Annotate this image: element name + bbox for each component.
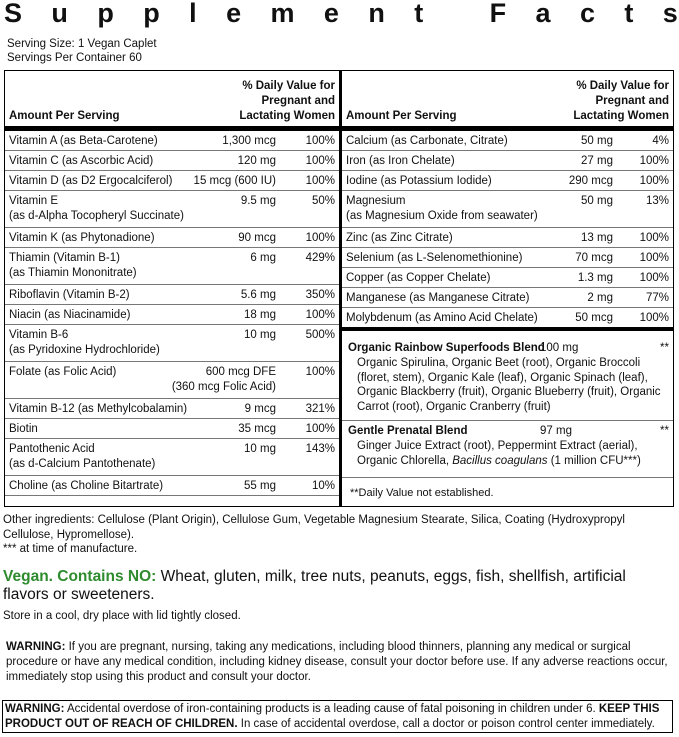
daily-value-note: **Daily Value not established. — [350, 487, 494, 499]
nutrient-amount: 600 mcg DFE (360 mcg Folic Acid) — [171, 366, 276, 393]
nutrient-amount: 9.5 mg — [240, 195, 276, 207]
blend-ingredients — [357, 439, 662, 468]
nutrient-name: Calcium (as Carbonate, Citrate) — [346, 135, 508, 147]
blend-amount: 100 mg — [540, 342, 579, 354]
nutrient-name: Folate (as Folic Acid) — [9, 366, 117, 378]
nutrient-daily-value: 100% — [639, 155, 669, 167]
nutrient-name: Zinc (as Zinc Citrate) — [346, 232, 453, 244]
nutrient-amount: 50 mg — [581, 135, 613, 147]
amount-per-serving-label: Amount Per Serving — [346, 110, 457, 122]
nutrient-amount: 35 mcg — [238, 423, 276, 435]
nutrient-amount: 27 mg — [581, 155, 613, 167]
nutrient-amount: 15 mcg (600 IU) — [193, 175, 276, 187]
nutrient-row — [5, 439, 339, 476]
nutrient-name: Manganese (as Manganese Citrate) — [346, 292, 530, 304]
title-letter: s — [662, 0, 678, 28]
nutrient-daily-value: 100% — [305, 232, 335, 244]
title-letter: l — [189, 0, 197, 28]
title-letter: a — [535, 0, 551, 28]
nutrient-name: Vitamin C (as Ascorbic Acid) — [9, 155, 154, 167]
nutrient-row — [5, 191, 339, 228]
nutrient-name: Iodine (as Potassium Iodide) — [346, 175, 492, 187]
nutrient-row — [342, 171, 673, 191]
servings-per-container: Servings Per Container 60 — [7, 52, 142, 64]
nutrient-amount: 2 mg — [587, 292, 613, 304]
title-letter: m — [270, 0, 295, 28]
warning-label: WARNING: — [6, 641, 66, 653]
nutrient-row — [342, 131, 673, 151]
nutrient-daily-value: 100% — [305, 423, 335, 435]
nutrient-daily-value: 321% — [305, 403, 335, 415]
nutrient-row — [342, 268, 673, 288]
nutrient-daily-value: 100% — [639, 272, 669, 284]
nutrient-row — [5, 131, 339, 151]
nutrient-row — [342, 248, 673, 268]
nutrient-amount: 50 mg — [581, 195, 613, 207]
iron-warning-text: In case of accidental overdose, call a doctor or poison control center immediately. — [237, 717, 655, 730]
title-letter: e — [226, 0, 242, 28]
nutrient-daily-value: 13% — [645, 195, 669, 207]
nutrient-row — [342, 151, 673, 171]
nutrient-name: Vitamin A (as Beta-Carotene) — [9, 135, 158, 147]
title-letter: u — [51, 0, 68, 28]
nutrient-row — [5, 362, 339, 399]
nutrient-daily-value: 100% — [639, 252, 669, 264]
nutrient-row — [5, 151, 339, 171]
title-letter: p — [143, 0, 160, 28]
nutrient-amount: 70 mcg — [575, 252, 613, 264]
nutrient-row — [342, 288, 673, 308]
blend-ingredients-italic: Bacillus coagulans — [452, 454, 548, 467]
nutrient-daily-value: 10% — [311, 480, 335, 492]
daily-value-label: % Daily Value for Pregnant and Lactating Women — [239, 80, 335, 122]
nutrient-row — [5, 325, 339, 362]
blend-ingredients-text: Ginger Juice Extract (root), Peppermint Extract (aerial), Organic Chlorella, — [357, 440, 638, 467]
manufacture-note: *** at time of manufacture. — [3, 543, 138, 555]
nutrient-amount: 10 mg — [244, 443, 276, 455]
nutrient-amount: 120 mg — [237, 155, 276, 167]
nutrient-daily-value: 100% — [305, 155, 335, 167]
title-letter: t — [624, 0, 634, 28]
nutrient-name: Niacin (as Niacinamide) — [9, 309, 131, 321]
nutrient-daily-value: 100% — [305, 175, 335, 187]
nutrient-daily-value: 100% — [305, 366, 335, 378]
nutrient-row — [5, 419, 339, 439]
iron-warning-text: Accidental overdose of iron-containing products is a leading cause of fatal poisoning in children under 6. — [64, 703, 599, 715]
title-letter: S — [4, 0, 23, 28]
nutrient-amount: 55 mg — [244, 480, 276, 492]
amount-per-serving-label: Amount Per Serving — [9, 110, 120, 122]
general-warning — [6, 640, 674, 685]
title-letter — [453, 0, 461, 30]
nutrient-daily-value: 100% — [639, 175, 669, 187]
nutrient-amount: 1,300 mcg — [222, 135, 276, 147]
nutrient-name: Vitamin B-12 (as Methylcobalamin) — [9, 403, 188, 415]
nutrient-row — [5, 476, 339, 496]
nutrient-name: Vitamin D (as D2 Ergocalciferol) — [9, 175, 173, 187]
facts-table — [4, 70, 674, 507]
nutrient-amount: 13 mg — [581, 232, 613, 244]
daily-value-label: % Daily Value for Pregnant and Lactating Women — [573, 80, 669, 122]
nutrient-daily-value: 77% — [645, 292, 669, 304]
nutrient-daily-value: 143% — [305, 443, 335, 455]
nutrient-amount: 5.6 mg — [240, 289, 276, 301]
nutrient-amount: 6 mg — [250, 252, 276, 264]
title-letter: e — [323, 0, 339, 28]
title-letter: F — [489, 0, 507, 28]
nutrient-amount: 90 mcg — [238, 232, 276, 244]
nutrient-name: Molybdenum (as Amino Acid Chelate) — [346, 312, 538, 324]
nutrient-row — [5, 248, 339, 285]
nutrient-daily-value: 429% — [305, 252, 335, 264]
blend-name: Gentle Prenatal Blend — [348, 425, 468, 437]
nutrient-daily-value: 350% — [305, 289, 335, 301]
serving-size: Serving Size: 1 Vegan Caplet — [7, 38, 157, 50]
blend-ingredients: Organic Spirulina, Organic Beet (root), Organic Broccoli (floret, stem), Organic Kale (leaf), Organic Spinach (leaf), Organic Blackberry (fruit), Organic Blueberry (fruit), Organic Carrot (root), Organic Cranberry (fruit) — [357, 357, 661, 413]
nutrient-amount: 18 mg — [244, 309, 276, 321]
facts-column-right — [342, 71, 673, 506]
nutrient-amount: 9 mcg — [244, 403, 276, 415]
nutrient-daily-value: 100% — [305, 135, 335, 147]
nutrient-daily-value: 4% — [652, 135, 669, 147]
blend-name: Organic Rainbow Superfoods Blend — [348, 342, 545, 354]
blend-amount: 97 mg — [540, 425, 572, 437]
title-letter: n — [368, 0, 385, 28]
nutrient-amount: 290 mcg — [568, 175, 613, 187]
nutrient-name: Riboflavin (Vitamin B-2) — [9, 289, 130, 301]
iron-warning-box — [2, 700, 673, 733]
iron-warning-bold: KEEP THIS PRODUCT OUT OF REACH OF CHILDREN. — [5, 703, 660, 730]
title-letter: c — [579, 0, 595, 28]
blend-gentle-prenatal — [342, 421, 673, 478]
nutrient-name: Biotin — [9, 423, 38, 435]
nutrient-row — [5, 399, 339, 419]
facts-column-left — [5, 71, 339, 506]
nutrient-row — [342, 191, 673, 228]
storage-instructions: Store in a cool, dry place with lid tightly closed. — [3, 610, 241, 622]
vegan-label: Vegan. Contains NO: — [3, 568, 157, 585]
nutrient-name: Copper (as Copper Chelate) — [346, 272, 491, 284]
nutrient-daily-value: 100% — [639, 312, 669, 324]
title-letter: p — [97, 0, 114, 28]
iron-warning-label: WARNING: — [5, 703, 65, 715]
nutrient-name: Vitamin E (as d-Alpha Tocopheryl Succinate) — [9, 195, 184, 222]
nutrient-name: Thiamin (Vitamin B-1) (as Thiamin Mononitrate) — [9, 252, 137, 279]
nutrient-row — [342, 228, 673, 248]
blend-ingredients-text: (1 million CFU***) — [547, 454, 641, 467]
nutrient-name: Magnesium (as Magnesium Oxide from seawater) — [346, 195, 538, 222]
nutrient-amount: 10 mg — [244, 329, 276, 341]
blend-rainbow-superfoods — [342, 338, 673, 421]
nutrient-name: Selenium (as L-Selenomethionine) — [346, 252, 523, 264]
nutrient-name: Choline (as Choline Bitartrate) — [9, 480, 164, 492]
title-letter: t — [414, 0, 424, 28]
other-ingredients — [3, 513, 673, 557]
nutrient-name: Vitamin B-6 (as Pyridoxine Hydrochloride) — [9, 329, 160, 356]
nutrient-daily-value: 50% — [311, 195, 335, 207]
nutrient-amount: 50 mcg — [575, 312, 613, 324]
vegan-text: Wheat, gluten, milk, tree nuts, peanuts, eggs, fish, shellfish, artificial flavors or sweeteners. — [3, 568, 626, 603]
other-ingredients-text: Other ingredients: Cellulose (Plant Origin), Cellulose Gum, Vegetable Magnesium Stearate, Silica, Coating (Hydroxypropyl Cellulose, Hypromellose). — [3, 514, 625, 541]
blend-divider — [342, 327, 673, 331]
nutrient-name: Pantothenic Acid (as d-Calcium Pantothenate) — [9, 443, 156, 470]
nutrient-row — [5, 228, 339, 248]
blend-symbol: ** — [660, 342, 669, 354]
nutrient-row — [342, 308, 673, 328]
blend-symbol: ** — [660, 425, 669, 437]
nutrient-row — [5, 305, 339, 325]
nutrient-amount: 1.3 mg — [577, 272, 613, 284]
nutrient-row — [5, 285, 339, 305]
vegan-statement — [3, 568, 673, 604]
column-header — [5, 71, 339, 131]
warning-text: If you are pregnant, nursing, taking any medications, including blood thinners, planning any medical or surgical procedure or have any medical condition, including kidney disease, consult your doctor before use. If any adverse reactions occur, immediately stop using this product and consult your doctor. — [6, 641, 668, 683]
nutrient-name: Iron (as Iron Chelate) — [346, 155, 455, 167]
column-header — [342, 71, 673, 131]
page-title — [4, 0, 678, 30]
nutrient-name: Vitamin K (as Phytonadione) — [9, 232, 155, 244]
nutrient-daily-value: 500% — [305, 329, 335, 341]
nutrient-daily-value: 100% — [305, 309, 335, 321]
nutrient-row — [5, 171, 339, 191]
nutrient-daily-value: 100% — [639, 232, 669, 244]
